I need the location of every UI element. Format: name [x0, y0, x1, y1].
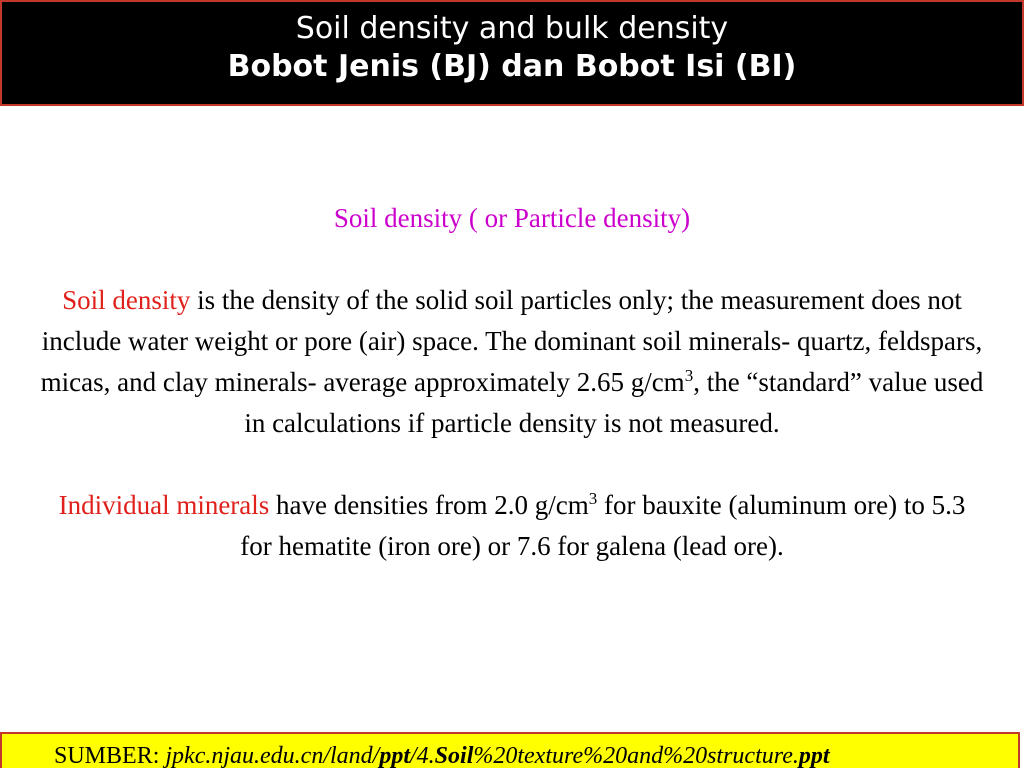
- highlight-individual-minerals: Individual minerals: [58, 490, 270, 520]
- superscript: 3: [684, 366, 694, 385]
- slide-body: [40, 198, 984, 567]
- url-part: /4.: [410, 743, 435, 768]
- slide-title-indonesian: Bobot Jenis (BJ) dan Bobot Isi (BI): [227, 49, 797, 84]
- paragraph-text: is the density of the solid soil particles only; the measurement does not include water weight or pore (air) space. The dominant soil minerals- quartz, feldspars, micas, and clay minerals- average approximately 2.65 g/cm: [40, 285, 983, 397]
- url-part: %20texture%20and%20structure.: [473, 743, 799, 768]
- slide-title-english: Soil density and bulk density: [295, 11, 729, 46]
- paragraph-soil-density: [40, 280, 984, 444]
- url-part-bold: ppt: [798, 743, 830, 768]
- title-banner: [0, 0, 1024, 106]
- paragraph-individual-minerals: [40, 485, 984, 567]
- section-heading: Soil density ( or Particle density): [333, 203, 691, 233]
- url-part: jpkc.njau.edu.cn/land/: [165, 743, 380, 768]
- source-url[interactable]: [165, 743, 829, 768]
- url-part-bold: Soil: [434, 743, 474, 768]
- url-part-bold: ppt: [379, 743, 410, 768]
- source-footer: [0, 732, 1020, 768]
- paragraph-text: , the “standard” value used in calculations if particle density is not measured.: [244, 367, 984, 438]
- highlight-soil-density: Soil density: [62, 285, 191, 315]
- source-label: SUMBER:: [54, 743, 166, 768]
- paragraph-text: have densities from 2.0 g/cm: [269, 490, 589, 520]
- superscript: 3: [588, 489, 598, 508]
- paragraph-text: for bauxite (aluminum ore) to 5.3 for hematite (iron ore) or 7.6 for galena (lead ore).: [240, 490, 966, 561]
